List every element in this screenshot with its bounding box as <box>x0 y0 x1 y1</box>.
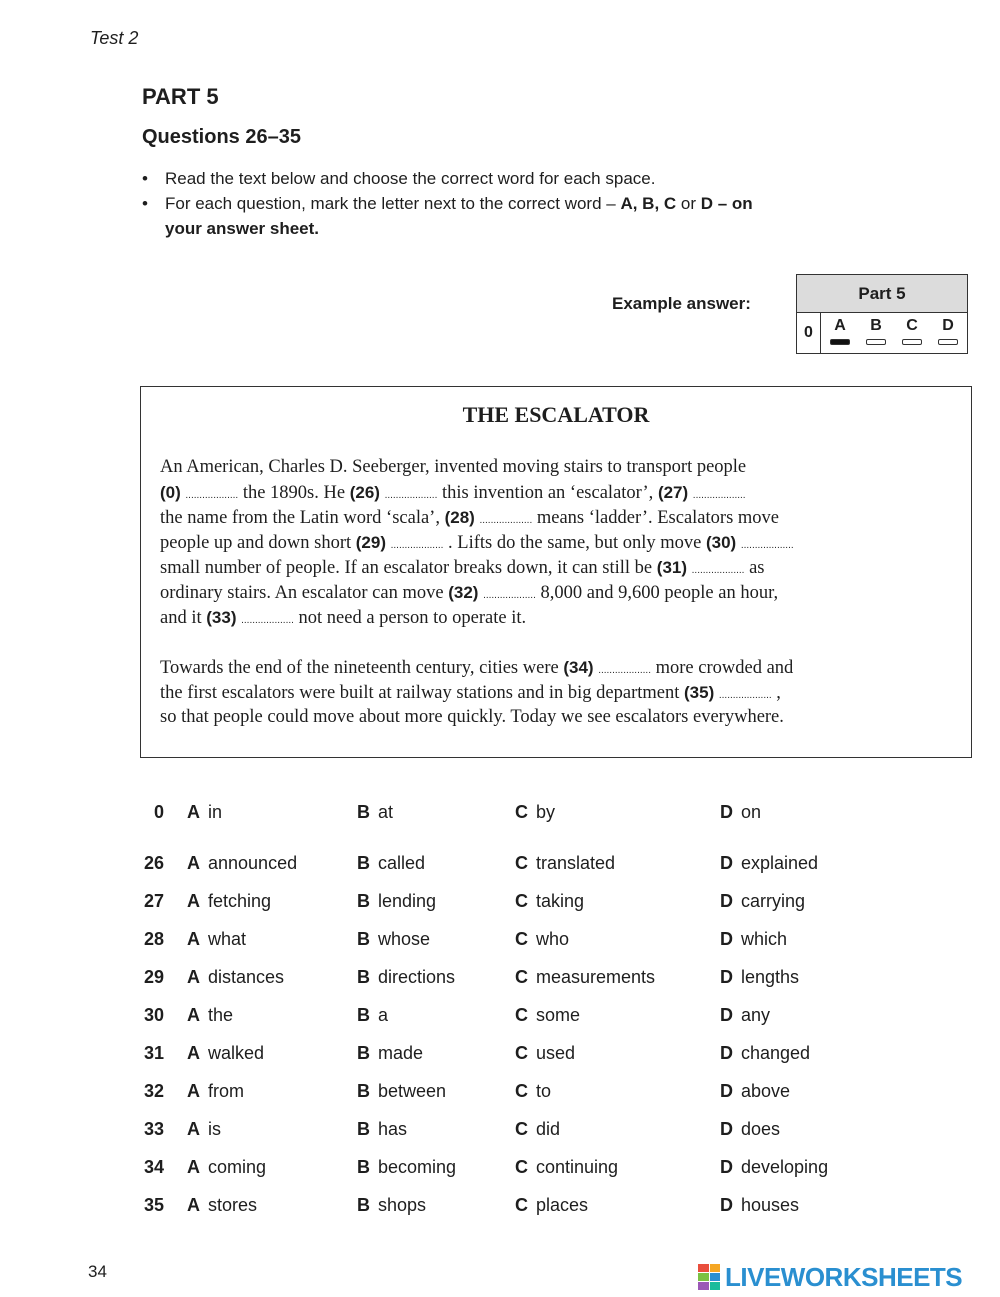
option-word: carrying <box>741 891 806 911</box>
blank-32[interactable]: ................... <box>483 590 536 601</box>
passage-line <box>160 705 950 730</box>
passage-line <box>160 605 950 630</box>
option-a-choice[interactable] <box>187 886 271 916</box>
question-number: 28 <box>143 929 164 949</box>
question-number: 27 <box>143 891 164 911</box>
option-letter: B <box>357 1081 370 1101</box>
option-word: called <box>378 853 426 873</box>
part-title: PART 5 <box>142 84 219 109</box>
blank-35[interactable]: ................... <box>718 690 772 701</box>
logo-icon <box>698 1264 720 1290</box>
question-number: 33 <box>143 1119 164 1139</box>
instruction-item <box>142 166 902 191</box>
option-word: directions <box>378 967 456 987</box>
passage-text-span: Towards the end of the nineteenth century, cities were <box>160 658 564 678</box>
blank-number: (32) <box>448 583 479 602</box>
question-number: 29 <box>143 967 164 987</box>
blank-27[interactable]: ................... <box>692 490 746 501</box>
option-word: is <box>208 1119 221 1139</box>
passage-text-span: 8,000 and 9,600 people an hour, <box>535 583 779 603</box>
option-c-choice[interactable] <box>515 962 655 992</box>
option-d-choice[interactable] <box>720 1076 790 1106</box>
option-letter: B <box>357 1119 370 1139</box>
option-word: a <box>378 1005 389 1025</box>
option-d-choice[interactable] <box>720 848 818 878</box>
option-b-choice[interactable] <box>357 1000 388 1030</box>
option-c-choice[interactable] <box>515 797 555 827</box>
answer-row-number: 0 <box>797 313 821 353</box>
passage-line <box>160 505 950 530</box>
option-d-choice[interactable] <box>720 1190 799 1220</box>
option-word: on <box>741 802 762 822</box>
option-letter: A <box>187 1043 200 1063</box>
blank-number: (30) <box>705 533 737 552</box>
option-letter: B <box>357 1043 370 1063</box>
option-b-choice[interactable] <box>357 848 425 878</box>
option-word: used <box>536 1043 576 1063</box>
option-letter: B <box>357 891 370 911</box>
option-word: which <box>741 929 788 949</box>
option-letter: C <box>515 1081 528 1101</box>
answer-option-c <box>901 317 923 345</box>
option-word: coming <box>208 1157 267 1177</box>
blank-number: (27) <box>657 483 689 502</box>
option-row-30 <box>0 1000 1000 1030</box>
instruction-bold: D – on <box>700 194 753 213</box>
passage-text <box>160 455 950 730</box>
option-b-choice[interactable] <box>357 886 436 916</box>
option-word: whose <box>378 929 431 949</box>
option-c-choice[interactable] <box>515 1190 588 1220</box>
logo-text: LIVEWORKSHEETS <box>725 1261 963 1292</box>
option-a-choice[interactable] <box>187 1076 244 1106</box>
option-c-choice[interactable] <box>515 848 615 878</box>
logo-cell <box>698 1273 709 1281</box>
instruction-item <box>142 191 902 241</box>
empty-mark-icon <box>938 339 958 345</box>
passage-title: THE ESCALATOR <box>462 402 650 427</box>
option-d-choice[interactable] <box>720 886 805 916</box>
option-b-choice[interactable] <box>357 1190 426 1220</box>
instruction-text: Read the text below and choose the correct word for each space. <box>165 169 656 188</box>
option-letter: D <box>720 802 733 822</box>
option-word: who <box>536 929 570 949</box>
option-word: some <box>536 1005 581 1025</box>
option-word: above <box>741 1081 791 1101</box>
option-c-choice[interactable] <box>515 1076 551 1106</box>
passage-text-span: the name from the Latin word ‘scala’, <box>160 508 445 528</box>
option-letter: C <box>515 929 528 949</box>
option-letter: D <box>720 1119 733 1139</box>
instruction-text: For each question, mark the letter next to the correct word – <box>165 194 621 213</box>
option-letter: B <box>357 1005 370 1025</box>
option-a-choice[interactable] <box>187 962 284 992</box>
passage-line <box>160 680 950 705</box>
option-letter: D <box>720 1081 733 1101</box>
option-letter: A <box>187 802 200 822</box>
bullet-icon: • <box>142 194 148 213</box>
answer-letter: D <box>942 317 954 334</box>
option-b-choice[interactable] <box>357 797 393 827</box>
empty-mark-icon <box>902 339 922 345</box>
option-a-choice[interactable] <box>187 1000 233 1030</box>
option-word: changed <box>741 1043 811 1063</box>
option-word: fetching <box>208 891 272 911</box>
question-number: 30 <box>143 1005 164 1025</box>
passage-line <box>160 555 950 580</box>
option-word: announced <box>208 853 298 873</box>
option-letter: A <box>187 853 200 873</box>
answer-option-d <box>937 317 959 345</box>
option-word: continuing <box>536 1157 619 1177</box>
option-b-choice[interactable] <box>357 962 455 992</box>
passage-text-span: the first escalators were built at railway stations and in big department <box>160 683 685 703</box>
option-word: from <box>208 1081 244 1101</box>
option-b-choice[interactable] <box>357 1038 423 1068</box>
passage-text-span: small number of people. If an escalator breaks down, it can still be <box>160 558 657 578</box>
option-row-33 <box>0 1114 1000 1144</box>
option-letter: C <box>515 891 528 911</box>
logo-cell <box>710 1273 721 1281</box>
option-letter: D <box>720 891 733 911</box>
option-word: translated <box>536 853 616 873</box>
option-word: the <box>208 1005 234 1025</box>
blank-34[interactable]: ................... <box>598 665 651 676</box>
option-letter: C <box>515 1005 528 1025</box>
option-c-choice[interactable] <box>515 1038 575 1068</box>
option-d-choice[interactable] <box>720 797 761 827</box>
option-letter: C <box>515 853 528 873</box>
blank-number: (35) <box>684 683 715 702</box>
option-word: measurements <box>536 967 656 987</box>
option-b-choice[interactable] <box>357 1152 456 1182</box>
option-letter: B <box>357 1157 370 1177</box>
option-a-choice[interactable] <box>187 1114 221 1144</box>
option-a-choice[interactable] <box>187 1038 264 1068</box>
option-letter: A <box>187 967 200 987</box>
option-word: shops <box>378 1195 427 1215</box>
option-row-32 <box>0 1076 1000 1106</box>
option-word: taking <box>536 891 585 911</box>
option-row-26 <box>0 848 1000 878</box>
option-c-choice[interactable] <box>515 1152 618 1182</box>
option-letter: B <box>357 967 370 987</box>
option-b-choice[interactable] <box>357 924 430 954</box>
bullet-icon: • <box>142 169 148 188</box>
option-letter: D <box>720 1005 733 1025</box>
option-letter: A <box>187 1081 200 1101</box>
option-letter: C <box>515 802 528 822</box>
option-word: what <box>208 929 247 949</box>
question-number: 26 <box>143 853 164 873</box>
option-word: in <box>208 802 223 822</box>
option-letter: D <box>720 853 733 873</box>
test-label: Test 2 <box>90 28 139 48</box>
option-word: by <box>536 802 556 822</box>
answer-letter: B <box>870 317 882 334</box>
option-word: walked <box>208 1043 265 1063</box>
questions-range: Questions 26–35 <box>142 126 301 148</box>
option-word: to <box>536 1081 552 1101</box>
option-word: any <box>741 1005 771 1025</box>
passage-text-span: not need a person to operate it. <box>293 608 527 628</box>
passage-text-span: as <box>744 558 765 578</box>
option-letter: A <box>187 929 200 949</box>
option-word: explained <box>741 853 819 873</box>
option-row-31 <box>0 1038 1000 1068</box>
option-letter: D <box>720 1157 733 1177</box>
option-letter: D <box>720 967 733 987</box>
passage-text-span: this invention an ‘escalator’, <box>437 483 658 503</box>
passage-line <box>160 655 950 680</box>
option-word: lending <box>378 891 437 911</box>
option-c-choice[interactable] <box>515 1114 560 1144</box>
passage-line <box>160 480 950 505</box>
logo-cell <box>710 1282 721 1290</box>
option-row-29 <box>0 962 1000 992</box>
page-number: 34 <box>88 1262 107 1281</box>
option-d-choice[interactable] <box>720 924 787 954</box>
option-word: made <box>378 1043 424 1063</box>
option-word: becoming <box>378 1157 457 1177</box>
passage-text-span: people up and down short <box>160 533 356 553</box>
blank-number: (33) <box>206 608 237 627</box>
passage-text-span: , <box>771 683 781 703</box>
option-word: distances <box>208 967 285 987</box>
option-letter: B <box>357 802 370 822</box>
answer-letter: A <box>834 317 846 334</box>
blank-31[interactable]: ................... <box>691 565 745 576</box>
option-b-choice[interactable] <box>357 1114 407 1144</box>
answer-letter: C <box>906 317 918 334</box>
passage-text-span: An American, Charles D. Seeberger, invented moving stairs to transport people <box>160 457 747 477</box>
option-row-27 <box>0 886 1000 916</box>
option-letter: A <box>187 1195 200 1215</box>
option-letter: D <box>720 929 733 949</box>
question-number: 32 <box>143 1081 164 1101</box>
blank-26[interactable]: ................... <box>384 490 438 501</box>
option-word: has <box>378 1119 408 1139</box>
paragraph-gap <box>160 630 950 655</box>
option-letter: C <box>515 967 528 987</box>
option-d-choice[interactable] <box>720 1038 810 1068</box>
option-a-choice[interactable] <box>187 924 246 954</box>
blank-number: (31) <box>656 558 688 577</box>
passage-text-span: means ‘ladder’. Escalators move <box>532 508 779 528</box>
blank-33[interactable]: ................... <box>241 615 294 626</box>
blank-28[interactable]: ................... <box>479 515 533 526</box>
answer-option-a <box>829 317 851 345</box>
option-letter: B <box>357 929 370 949</box>
option-row-28 <box>0 924 1000 954</box>
option-letter: A <box>187 891 200 911</box>
option-word: at <box>378 802 394 822</box>
option-a-choice[interactable] <box>187 797 222 827</box>
option-word: did <box>536 1119 561 1139</box>
question-number: 31 <box>143 1043 164 1063</box>
instruction-text: or <box>676 194 701 213</box>
liveworksheets-logo <box>698 1262 962 1292</box>
passage-text-span: . Lifts do the same, but only move <box>443 533 706 553</box>
blank-0[interactable]: ................... <box>185 490 239 501</box>
option-c-choice[interactable] <box>515 1000 580 1030</box>
option-word: stores <box>208 1195 258 1215</box>
filled-mark-icon <box>830 339 850 345</box>
passage-line <box>160 530 950 555</box>
option-d-choice[interactable] <box>720 1152 828 1182</box>
blank-30[interactable]: ................... <box>740 540 794 551</box>
option-row-35 <box>0 1190 1000 1220</box>
option-c-choice[interactable] <box>515 886 584 916</box>
instructions-list <box>142 166 902 241</box>
option-letter: C <box>515 1043 528 1063</box>
option-word: between <box>378 1081 447 1101</box>
answer-box-title: Part 5 <box>797 275 967 313</box>
blank-number: (0) <box>160 483 181 502</box>
option-letter: A <box>187 1157 200 1177</box>
option-letter: D <box>720 1195 733 1215</box>
blank-number: (26) <box>349 483 380 502</box>
instruction-bold: your answer sheet. <box>165 219 320 238</box>
example-answer-label: Example answer: <box>612 294 751 313</box>
answer-option-b <box>865 317 887 345</box>
option-a-choice[interactable] <box>187 1152 266 1182</box>
blank-29[interactable]: ................... <box>390 540 444 551</box>
option-a-choice[interactable] <box>187 1190 257 1220</box>
option-a-choice[interactable] <box>187 848 297 878</box>
option-row-0 <box>0 797 1000 827</box>
option-word: developing <box>741 1157 829 1177</box>
option-letter: C <box>515 1119 528 1139</box>
empty-mark-icon <box>866 339 886 345</box>
blank-number: (34) <box>563 658 594 677</box>
passage-text-span: and it <box>160 608 207 628</box>
option-letter: A <box>187 1005 200 1025</box>
question-number: 35 <box>143 1195 164 1215</box>
blank-number: (28) <box>444 508 475 527</box>
question-number: 0 <box>153 802 164 822</box>
option-letter: C <box>515 1195 528 1215</box>
option-d-choice[interactable] <box>720 962 799 992</box>
option-c-choice[interactable] <box>515 924 569 954</box>
passage-text-span: ordinary stairs. An escalator can move <box>160 583 449 603</box>
option-d-choice[interactable] <box>720 1114 780 1144</box>
blank-number: (29) <box>355 533 386 552</box>
passage-text-span: so that people could move about more quickly. Today we see escalators everywhere. <box>160 707 784 727</box>
passage-text-span: more crowded and <box>650 658 794 678</box>
option-letter: C <box>515 1157 528 1177</box>
option-d-choice[interactable] <box>720 1000 770 1030</box>
logo-cell <box>698 1282 709 1290</box>
option-letter: D <box>720 1043 733 1063</box>
passage-line <box>160 580 950 605</box>
option-word: houses <box>741 1195 800 1215</box>
example-answer-box <box>796 274 968 354</box>
option-word: lengths <box>741 967 800 987</box>
option-row-34 <box>0 1152 1000 1182</box>
option-word: does <box>741 1119 781 1139</box>
passage-line <box>160 455 950 480</box>
passage-text-span: the 1890s. He <box>238 483 350 503</box>
option-letter: B <box>357 1195 370 1215</box>
question-number: 34 <box>143 1157 164 1177</box>
option-letter: A <box>187 1119 200 1139</box>
option-letter: B <box>357 853 370 873</box>
instruction-bold: A, B, C <box>620 194 677 213</box>
logo-cell <box>698 1264 709 1272</box>
option-b-choice[interactable] <box>357 1076 446 1106</box>
logo-cell <box>710 1264 721 1272</box>
option-word: places <box>536 1195 589 1215</box>
